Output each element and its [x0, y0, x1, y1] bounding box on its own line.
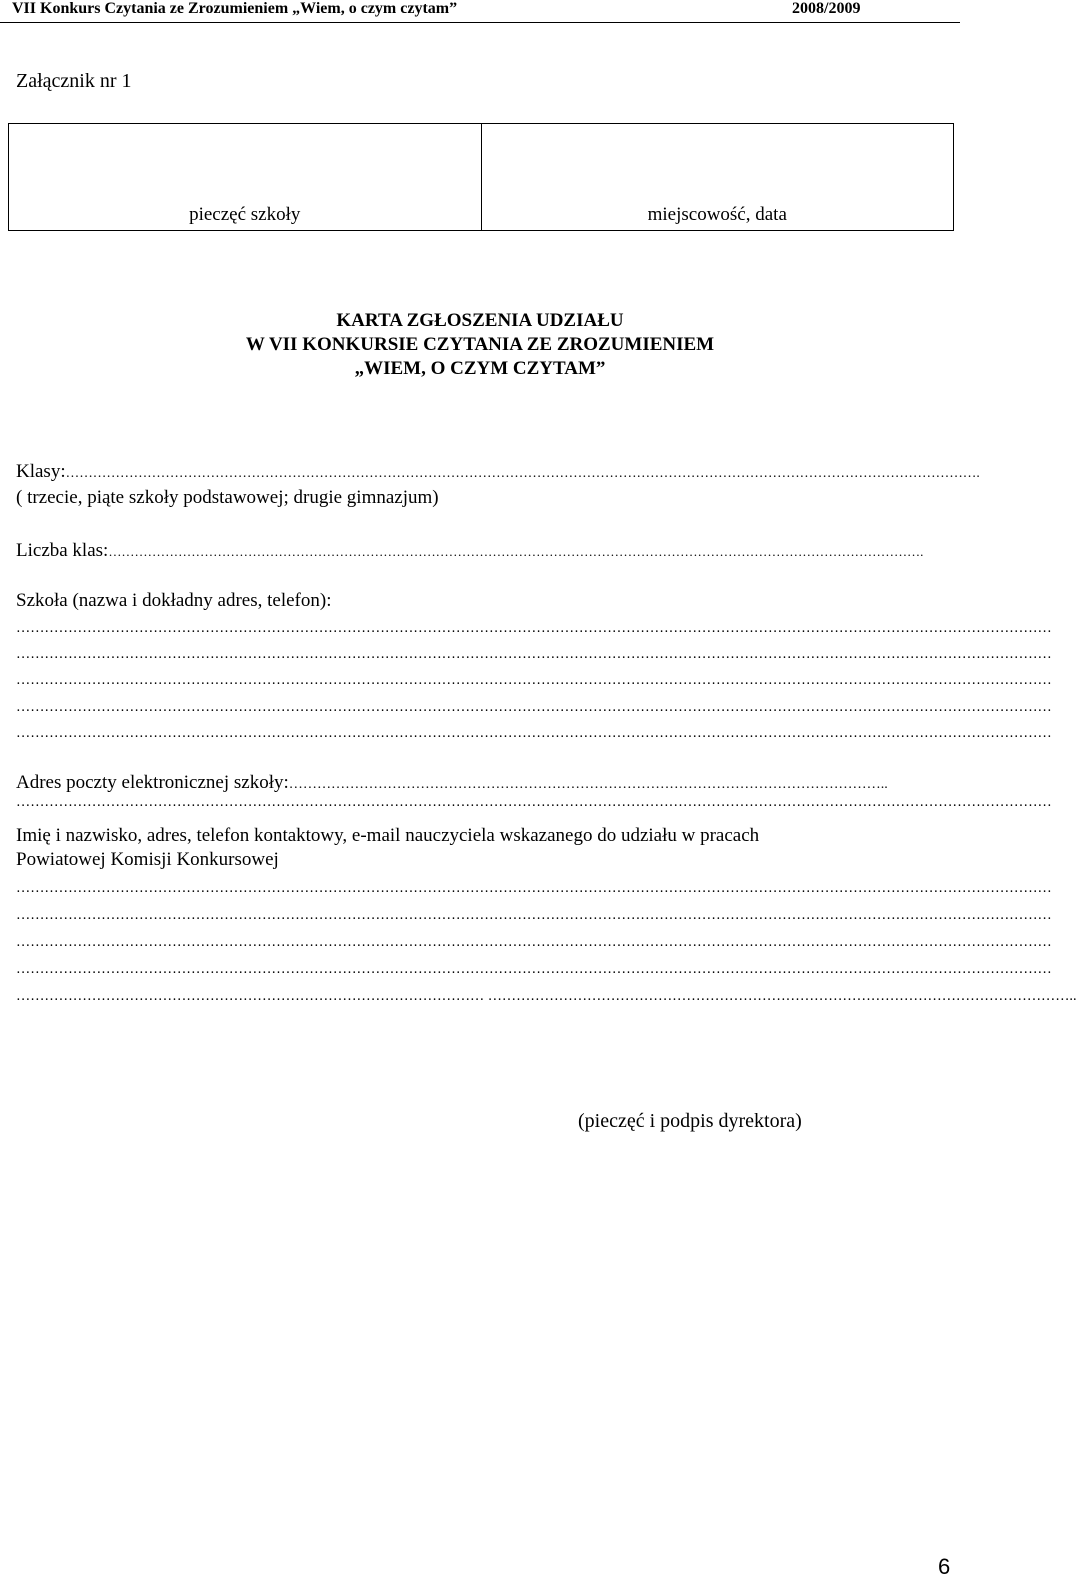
teacher-dots-line-5[interactable]: ……………………………………………………………………………………… …………………………………………………………………………………………………………….. [16, 988, 1077, 1004]
stamp-table [8, 123, 954, 231]
class-count-dots[interactable]: ……………………………………………………………………………………………………………………………………………………………………. [108, 544, 924, 559]
email-label: Adres poczty elektronicznej szkoły: [16, 772, 289, 793]
page-number: 6 [938, 1554, 951, 1579]
stamp-cell-school [9, 124, 482, 231]
classes-label: Klasy: [16, 461, 66, 482]
classes-field [16, 461, 980, 483]
school-dots-line-2[interactable]: ………………………………………………………………………………………………………………………………………………………………………………………………… [16, 646, 1052, 662]
class-count-label: Liczba klas: [16, 540, 109, 561]
school-dots-line-5[interactable]: ………………………………………………………………………………………………………………………………………………………………………………………………… [16, 725, 1052, 741]
teacher-label-line-2: Powiatowej Komisji Konkursowej [16, 849, 279, 870]
teacher-label-line-1: Imię i nazwisko, adres, telefon kontaktowy, e-mail nauczyciela wskazanego do udziału w pracach [16, 825, 760, 846]
school-label: Szkoła (nazwa i dokładny adres, telefon): [16, 590, 332, 611]
school-stamp-caption: pieczęć szkoły [189, 204, 301, 225]
school-dots-line-4[interactable]: ………………………………………………………………………………………………………………………………………………………………………………………………… [16, 699, 1052, 715]
classes-hint: ( trzecie, piąte szkoły podstawowej; drugie gimnazjum) [16, 487, 439, 508]
attachment-label: Załącznik nr 1 [16, 70, 132, 92]
school-dots-line-1[interactable]: ………………………………………………………………………………………………………………………………………………………………………………………………… [16, 620, 1052, 636]
header-year: 2008/2009 [792, 0, 861, 17]
title-line-1: KARTA ZGŁOSZENIA UDZIAŁU [336, 310, 624, 331]
signature-caption: (pieczęć i podpis dyrektora) [578, 1110, 802, 1132]
teacher-dots-line-4[interactable]: ………………………………………………………………………………………………………………………………………………………………………………………………… [16, 961, 1052, 977]
school-dots-line-3[interactable]: ………………………………………………………………………………………………………………………………………………………………………………………………… [16, 672, 1052, 688]
stamp-cell-place-date [481, 124, 954, 231]
classes-dots[interactable]: …………………………………………………………………………………………………………………………………………………………………………………. [65, 465, 980, 480]
header-title: VII Konkurs Czytania ze Zrozumieniem „Wiem, o czym czytam” [12, 0, 458, 17]
teacher-dots-line-1[interactable]: ………………………………………………………………………………………………………………………………………………………………………………………………… [16, 880, 1052, 896]
email-dots-line-2[interactable]: ………………………………………………………………………………………………………………………………………………………………………………………………… [16, 794, 1052, 810]
email-field [16, 772, 888, 794]
title-line-2: W VII KONKURSIE CZYTANIA ZE ZROZUMIENIEM [245, 334, 715, 355]
place-date-caption: miejscowość, data [647, 204, 787, 225]
header-rule [0, 22, 960, 23]
title-line-3: „WIEM, O CZYM CZYTAM” [354, 358, 606, 379]
class-count-field [16, 540, 923, 562]
teacher-dots-line-2[interactable]: ………………………………………………………………………………………………………………………………………………………………………………………………… [16, 907, 1052, 923]
teacher-dots-line-3[interactable]: ………………………………………………………………………………………………………………………………………………………………………………………………… [16, 934, 1052, 950]
email-dots[interactable]: ……………………………………………………………………………………………………………….. [288, 776, 888, 792]
